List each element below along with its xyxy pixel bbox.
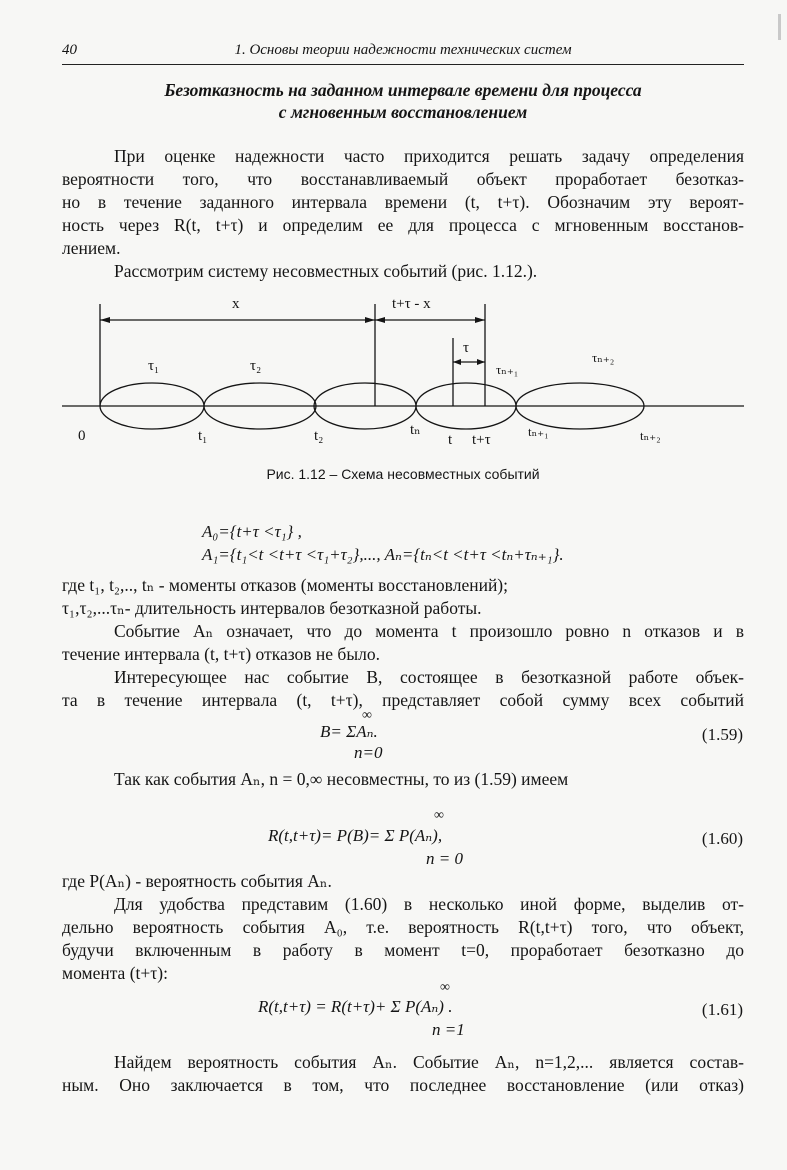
- sum-upper-limit: ∞: [362, 708, 372, 723]
- paragraph-definitions: [62, 574, 744, 712]
- label-tau-n1: τₙ₊₁: [496, 362, 519, 377]
- paragraph-intro: [62, 145, 744, 260]
- equation-number: (1.59): [701, 725, 743, 744]
- running-header: [62, 40, 744, 65]
- paragraph-line: Рассмотрим систему несовместных событий (рис. 1.12.).: [114, 261, 538, 281]
- label-tau: τ: [463, 340, 470, 356]
- paragraph-line: Событие Aₙ означает, что до момента t произошло ровно n отказов и в: [114, 621, 744, 641]
- running-title: 1. Основы теории надежности технических систем: [234, 42, 572, 58]
- paragraph-line: та в течение интервала (t, t+τ), представляет собой сумму всех событий: [62, 690, 744, 710]
- paragraph-line: ность через R(t, t+τ) и определим ее для процесса с мгновенным восстанов-: [62, 215, 744, 235]
- paragraph-line: При оценке надежности часто приходится решать задачу определения: [114, 146, 744, 166]
- paragraph-consider: [62, 260, 744, 283]
- arrow-head: [100, 317, 110, 323]
- paragraph-line: дельно вероятность события A₀, т.е. вероятность R(t,t+τ) того, что объект,: [62, 917, 744, 937]
- event-a1-an-formula: A₁={t₁<t <t+τ <τ₁+τ₂},..., Aₙ={tₙ<t <t+τ <tₙ+τₙ₊₁}.: [202, 545, 564, 564]
- paragraph-line: Интересующее нас событие B, состоящее в безотказной работе объек-: [114, 667, 744, 687]
- section-title-line-2: с мгновенным восстановлением: [278, 102, 528, 122]
- section-title: [62, 79, 744, 123]
- arrow-head: [475, 317, 485, 323]
- paragraph-line: момента (t+τ):: [62, 963, 168, 983]
- paragraph-line: Так как события Aₙ, n = 0,∞ несовместны, то из (1.59) имеем: [114, 769, 569, 789]
- equation-1-60: R(t,t+τ)= P(B)= Σ P(Aₙ),: [268, 826, 443, 845]
- paragraph-line: будучи включенным в работу в момент t=0, проработает безотказно до: [62, 940, 744, 960]
- equation-number: (1.60): [701, 829, 743, 848]
- paragraph-line: Для удобства представим (1.60) в несколько иной форме, выделив от-: [114, 894, 744, 914]
- figure-caption: Рис. 1.12 – Схема несовместных событий: [266, 466, 540, 482]
- paragraph-line: лением.: [62, 238, 121, 258]
- section-title-line-1: Безотказность на заданном интервале времени для процесса: [164, 80, 642, 100]
- sum-upper-limit: ∞: [434, 808, 444, 823]
- paragraph-line: течение интервала (t, t+τ) отказов не было.: [62, 644, 380, 664]
- paragraph-since: [62, 768, 744, 791]
- paragraph-line: где P(Aₙ) - вероятность события Aₙ.: [62, 871, 332, 891]
- paragraph-find-probability: [62, 1051, 744, 1097]
- equation-1-61: R(t,t+τ) = R(t+τ)+ Σ P(Aₙ) .: [258, 997, 453, 1016]
- event-a0-formula: A₀={t+τ <τ₁} ,: [202, 522, 302, 541]
- label-tn1: tₙ₊₁: [528, 424, 549, 439]
- label-zero: 0: [78, 428, 86, 444]
- scan-edge-mark: [778, 14, 781, 40]
- sum-lower-limit: n =1: [432, 1020, 465, 1039]
- label-t-plus-tau: t+τ: [472, 432, 491, 448]
- label-t: t: [448, 432, 453, 448]
- arrow-head: [375, 317, 385, 323]
- label-t1: t₁: [198, 428, 208, 444]
- paragraph-line: ным. Оно заключается в том, что последнее восстановление (или отказ): [62, 1075, 744, 1095]
- equation-1-59: B= ΣAₙ.: [320, 722, 378, 741]
- label-tau-2: τ₂: [250, 358, 262, 374]
- paragraph-convenience: [62, 870, 744, 985]
- sum-lower-limit: n=0: [354, 743, 383, 762]
- page-number: 40: [62, 42, 77, 58]
- label-x: x: [232, 296, 240, 312]
- equation-number: (1.61): [701, 1000, 743, 1019]
- paragraph-line: Найдем вероятность события Aₙ. Событие Aₙ, n=1,2,... является состав-: [114, 1052, 744, 1072]
- paragraph-line: τ₁,τ₂,...τₙ- длительность интервалов безотказной работы.: [62, 598, 482, 618]
- label-tau-n2: τₙ₊₂: [592, 350, 615, 365]
- label-tn2: tₙ₊₂: [640, 428, 661, 443]
- events-timeline-diagram: [62, 282, 744, 452]
- sum-lower-limit: n = 0: [426, 849, 463, 868]
- arrow-head: [453, 359, 461, 365]
- arrow-head: [365, 317, 375, 323]
- paragraph-line: вероятности того, что восстанавливаемый объект проработает безотказ-: [62, 169, 744, 189]
- paragraph-line: но в течение заданного интервала времени (t, t+τ). Обозначим эту вероят-: [62, 192, 744, 212]
- label-tau-1: τ₁: [148, 358, 160, 374]
- arrow-head: [477, 359, 485, 365]
- sum-upper-limit: ∞: [440, 980, 450, 995]
- paragraph-line: где t₁, t₂,.., tₙ - моменты отказов (моменты восстановлений);: [62, 575, 508, 595]
- label-t-tau-x: t+τ - x: [392, 296, 431, 312]
- label-t2: t₂: [314, 428, 324, 444]
- label-tn: tₙ: [410, 422, 421, 438]
